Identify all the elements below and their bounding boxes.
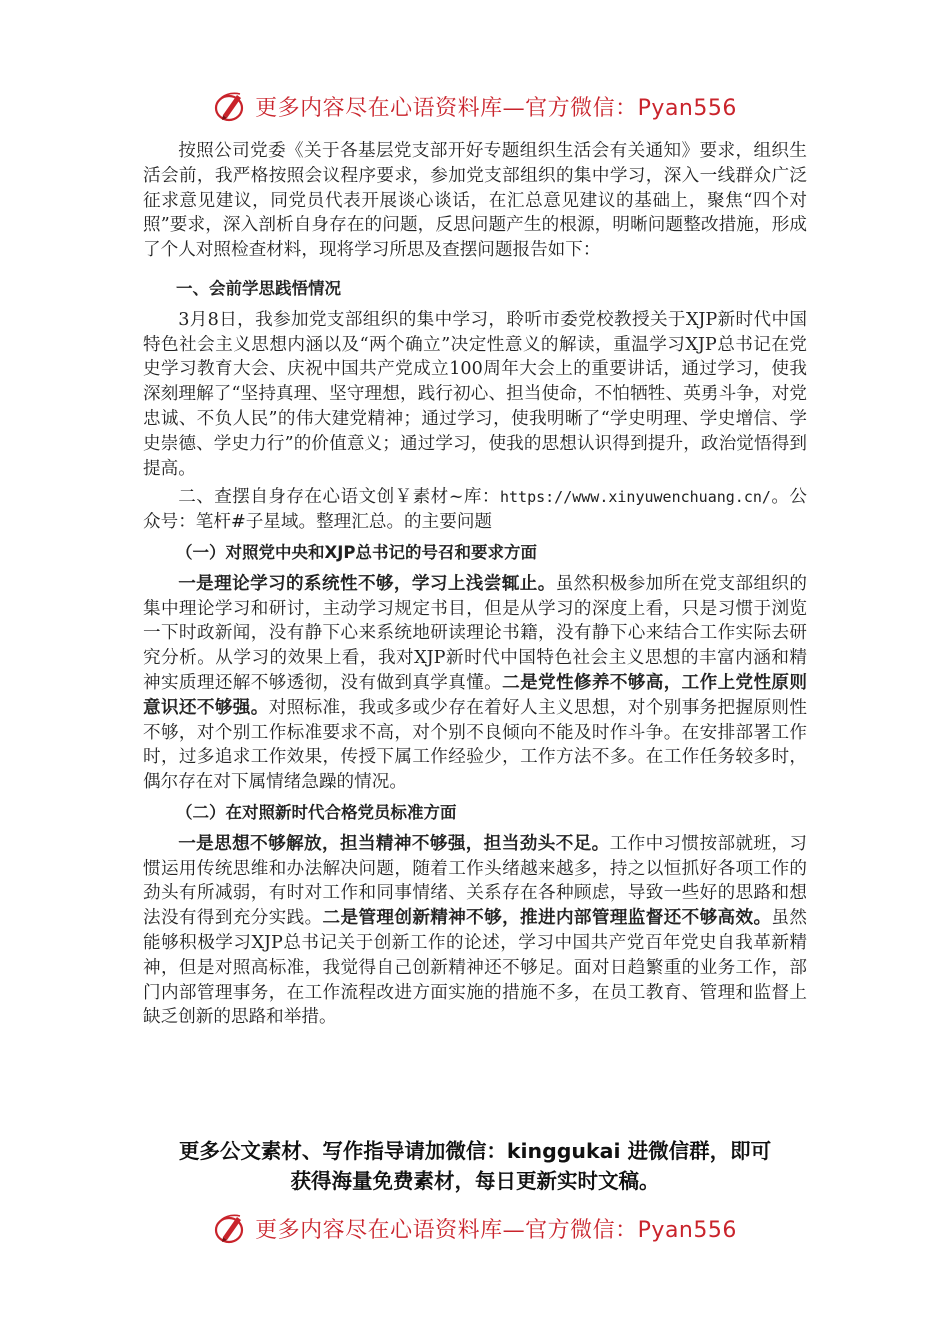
promo-note: [120, 1136, 830, 1196]
promo-line-2: 获得海量免费素材，每日更新实时文稿。: [290, 1169, 660, 1193]
document-body: [143, 139, 807, 1034]
intro-paragraph: 按照公司党委《关于各基层党支部开好专题组织生活会有关通知》要求，组织生活会前，我严格按照会议程序要求，参加党支部组织的集中学习，深入一线群众广泛征求意见建议，同党员代表开展谈心谈话，在汇总意见建议的基础上，聚焦“四个对照”要求，深入剖析自身存在的问题，反思问题产生的根源，明晰问题整改措施，形成了个人对照检查材料，现将学习所思及查摆问题报告如下：: [143, 141, 807, 261]
banner-text: 更多内容尽在心语资料库—官方微信：Pyan556: [255, 95, 737, 121]
header-banner: [0, 84, 950, 128]
section-1-heading: 一、会前学思践悟情况: [176, 278, 341, 298]
banner-text: 更多内容尽在心语资料库—官方微信：Pyan556: [255, 1217, 737, 1243]
subsection-1-paragraph: 一是理论学习的系统性不够，学习上浅尝辄止。虽然积极参加所在党支部组织的集中理论学习和研讨，主动学习规定书目，但是从学习的深度上看，只是习惯于浏览一下时政新闻，没有静下心来系统地研读理论书籍，没有静下心来结合工作实际去研究分析。从学习的效果上看，我对XJP新时代中国特色社会主义思想的丰富内涵和精神实质理还解不够透彻，没有做到真学真懂。二是党性修养不够高，工作上党性原则意识还不够强。对照标准，我或多或少存在着好人主义思想，对个别事务把握原则性不够，对个别工作标准要求不高，对个别不良倾向不能及时作斗争。在安排部署工作时，过多追求工作效果，传授下属工作经验少，工作方法不多。在工作任务较多时，偶尔存在对下属情绪急躁的情况。: [143, 573, 807, 793]
subsection-2-heading: （二）在对照新时代合格党员标准方面: [176, 802, 457, 822]
promo-line-1: 更多公文素材、写作指导请加微信：kinggukai 进微信群，即可: [178, 1139, 772, 1163]
section-2-heading: 二、查摆自身存在心语文创￥素材~库：https://www.xinyuwenchuang.cn/。公众号：笔杆#子星域。整理汇总。的主要问题: [143, 487, 807, 533]
pen-logo-icon: [213, 1211, 247, 1245]
subsection-1-heading: （一）对照党中央和XJP总书记的号召和要求方面: [176, 542, 537, 562]
footer-banner: [0, 1206, 950, 1250]
source-url-link[interactable]: https://www.xinyuwenchuang.cn/: [499, 488, 771, 507]
section-1-paragraph: 3月8日，我参加党支部组织的集中学习，聆听市委党校教授关于XJP新时代中国特色社会主义思想内涵以及“两个确立”决定性意义的解读，重温学习XJP总书记在党史学习教育大会、庆祝中国共产党成立100周年大会上的重要讲话，通过学习，使我深刻理解了“坚持真理、坚守理想，践行初心、担当使命，不怕牺牲、英勇斗争，对党忠诚、不负人民”的伟大建党精神；通过学习，使我明晰了“学史明理、学史增信、学史崇德、学史力行”的价值意义；通过学习，使我的思想认识得到提升，政治觉悟得到提高。: [143, 309, 807, 479]
pen-logo-icon: [213, 89, 247, 123]
subsection-2-paragraph: 一是思想不够解放，担当精神不够强，担当劲头不足。工作中习惯按部就班，习惯运用传统思维和办法解决问题，随着工作头绪越来越多，持之以恒抓好各项工作的劲头有所减弱，有时对工作和同事情绪、关系存在各种顾虑，导致一些好的思路和想法没有得到充分实践。二是管理创新精神不够，推进内部管理监督还不够高效。虽然能够积极学习XJP总书记关于创新工作的论述，学习中国共产党百年党史自我革新精神，但是对照高标准，我觉得自己创新精神还不够足。面对日趋繁重的业务工作，部门内部管理事务，在工作流程改进方面实施的措施不多，在员工教育、管理和监督上缺乏创新的思路和举措。: [143, 833, 807, 1028]
